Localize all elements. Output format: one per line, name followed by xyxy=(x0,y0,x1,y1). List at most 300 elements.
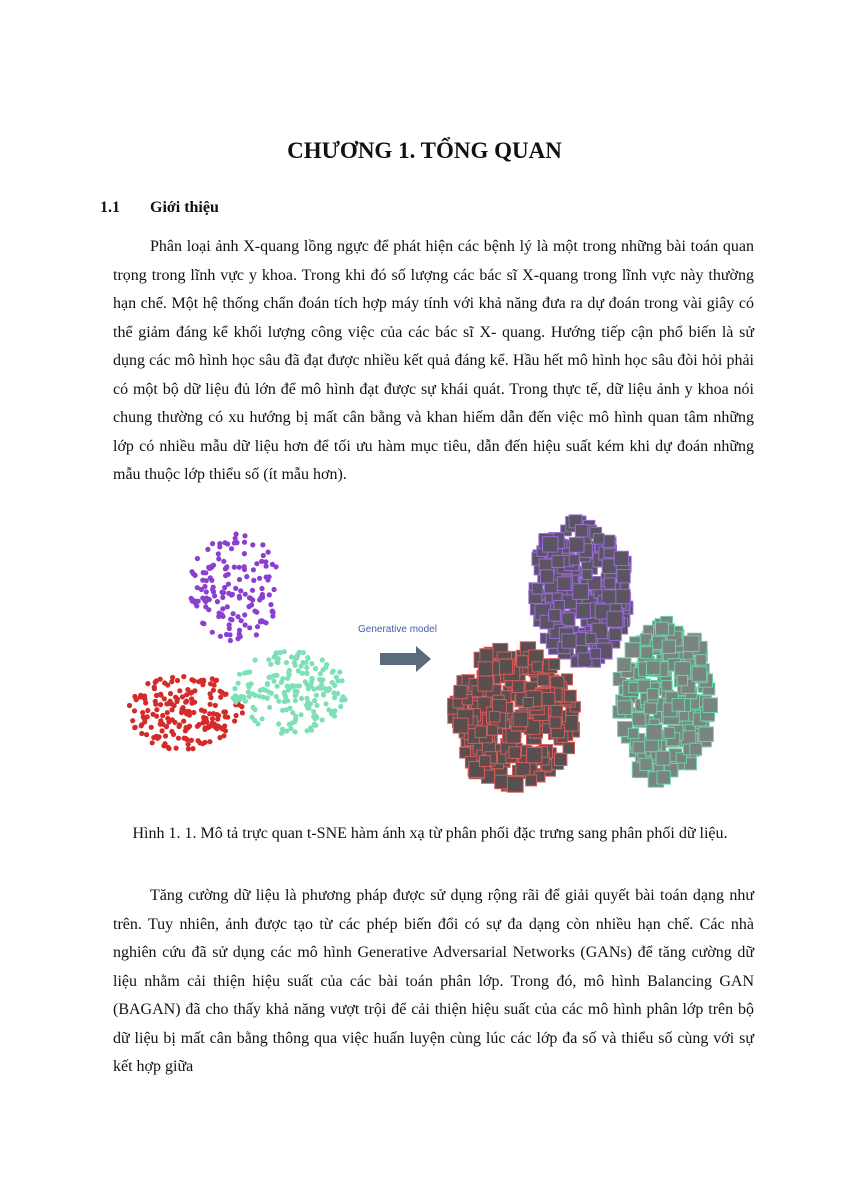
scatter-point xyxy=(293,698,298,703)
scatter-point xyxy=(258,688,263,693)
scatter-point xyxy=(260,716,265,721)
generated-image-tile xyxy=(542,692,555,705)
scatter-point xyxy=(205,547,210,552)
generated-image-tile xyxy=(549,659,560,670)
scatter-point xyxy=(237,577,242,582)
scatter-point xyxy=(217,735,222,740)
generated-image-tile xyxy=(509,747,521,759)
scatter-point xyxy=(332,695,337,700)
generated-image-tile xyxy=(480,649,493,662)
generated-image-tile xyxy=(699,727,714,742)
scatter-point xyxy=(207,597,212,602)
generated-image-tile xyxy=(541,570,554,583)
scatter-point xyxy=(163,733,168,738)
scatter-point xyxy=(162,696,167,701)
scatter-point xyxy=(158,677,163,682)
scatter-point xyxy=(132,725,137,730)
scatter-point xyxy=(222,585,227,590)
generated-image-tile xyxy=(683,636,699,652)
scatter-point xyxy=(195,724,200,729)
scatter-point xyxy=(237,565,242,570)
scatter-point xyxy=(145,708,150,713)
scatter-point xyxy=(154,707,159,712)
scatter-point xyxy=(267,592,272,597)
scatter-point xyxy=(312,698,317,703)
scatter-point xyxy=(175,696,180,701)
scatter-point xyxy=(158,721,163,726)
scatter-point xyxy=(239,694,244,699)
generated-image-tile xyxy=(527,747,542,762)
scatter-point xyxy=(232,686,237,691)
scatter-point xyxy=(258,619,263,624)
scatter-point xyxy=(176,736,181,741)
section-number: 1.1 xyxy=(100,199,120,216)
scatter-point xyxy=(235,614,240,619)
scatter-point xyxy=(284,660,289,665)
scatter-point xyxy=(216,551,221,556)
generated-image-tile xyxy=(475,726,486,737)
scatter-point xyxy=(180,694,185,699)
scatter-point xyxy=(233,693,238,698)
scatter-point xyxy=(189,677,194,682)
generated-image-tile xyxy=(517,656,528,667)
scatter-point xyxy=(176,724,181,729)
generated-image-tile xyxy=(582,570,592,580)
scatter-point xyxy=(327,687,332,692)
scatter-point xyxy=(186,746,191,751)
scatter-point xyxy=(218,634,223,639)
generated-image-tile xyxy=(523,698,533,708)
generated-image-tile xyxy=(532,662,542,672)
scatter-point xyxy=(153,680,158,685)
scatter-point xyxy=(284,707,289,712)
scatter-point xyxy=(234,532,239,537)
scatter-point xyxy=(293,663,298,668)
scatter-point xyxy=(213,678,218,683)
scatter-point xyxy=(265,681,270,686)
scatter-point xyxy=(189,596,194,601)
scatter-point xyxy=(233,586,238,591)
scatter-point xyxy=(216,713,221,718)
scatter-point xyxy=(216,556,221,561)
scatter-point xyxy=(247,595,252,600)
scatter-point xyxy=(201,621,206,626)
scatter-point xyxy=(145,681,150,686)
generated-image-tile xyxy=(664,727,675,738)
scatter-point xyxy=(269,691,274,696)
scatter-point xyxy=(250,542,255,547)
scatter-point xyxy=(299,696,304,701)
scatter-point xyxy=(142,695,147,700)
scatter-point xyxy=(245,670,250,675)
generated-image-tile xyxy=(692,667,707,682)
generated-image-tile xyxy=(569,555,579,565)
scatter-point xyxy=(139,723,144,728)
scatter-point xyxy=(160,728,165,733)
generated-image-tile xyxy=(672,699,685,712)
scatter-point xyxy=(293,729,298,734)
scatter-point xyxy=(185,687,190,692)
scatter-point xyxy=(314,693,319,698)
generated-image-tile xyxy=(507,776,523,792)
generated-image-tile xyxy=(617,658,631,672)
scatter-point xyxy=(242,533,247,538)
scatter-point xyxy=(132,708,137,713)
scatter-point xyxy=(127,703,132,708)
scatter-point xyxy=(268,602,273,607)
scatter-point xyxy=(242,612,247,617)
scatter-point xyxy=(177,688,182,693)
generated-image-tile xyxy=(607,611,623,627)
scatter-point xyxy=(274,694,279,699)
scatter-point xyxy=(255,624,260,629)
generated-image-tile xyxy=(489,712,500,723)
scatter-point xyxy=(246,694,251,699)
scatter-point xyxy=(311,709,316,714)
generated-image-tile xyxy=(562,634,576,648)
scatter-point xyxy=(143,700,148,705)
scatter-point xyxy=(149,725,154,730)
scatter-point xyxy=(150,740,155,745)
scatter-point xyxy=(210,587,215,592)
scatter-point xyxy=(144,732,149,737)
generated-image-tile xyxy=(543,537,558,552)
scatter-point xyxy=(211,688,216,693)
scatter-point xyxy=(165,710,170,715)
generated-image-tile xyxy=(609,628,621,640)
scatter-point xyxy=(161,743,166,748)
scatter-point xyxy=(280,727,285,732)
scatter-point xyxy=(240,710,245,715)
scatter-point xyxy=(293,693,298,698)
scatter-point xyxy=(253,658,258,663)
scatter-point xyxy=(304,665,309,670)
scatter-point xyxy=(232,565,237,570)
scatter-point xyxy=(282,699,287,704)
scatter-point xyxy=(199,708,204,713)
scatter-point xyxy=(242,564,247,569)
scatter-point xyxy=(242,540,247,545)
scatter-point xyxy=(225,715,230,720)
scatter-point xyxy=(201,720,206,725)
generated-image-tile xyxy=(564,690,576,702)
scatter-point xyxy=(305,671,310,676)
generated-image-tile xyxy=(576,525,588,537)
generated-image-tile xyxy=(641,647,653,659)
scatter-point xyxy=(261,695,266,700)
scatter-point xyxy=(274,650,279,655)
scatter-point xyxy=(251,567,256,572)
scatter-point xyxy=(223,692,228,697)
scatter-point xyxy=(158,692,163,697)
generated-image-tile xyxy=(629,683,639,693)
scatter-point xyxy=(275,684,280,689)
scatter-point xyxy=(193,600,198,605)
scatter-point xyxy=(168,699,173,704)
scatter-point xyxy=(217,541,222,546)
scatter-point xyxy=(252,707,257,712)
scatter-point xyxy=(309,676,314,681)
scatter-point xyxy=(267,705,272,710)
generated-image-tile xyxy=(453,718,468,733)
arrow-label: Generative model xyxy=(358,624,437,635)
generated-image-tile xyxy=(646,725,662,741)
generated-image-tile xyxy=(526,775,537,786)
scatter-point xyxy=(221,709,226,714)
scatter-point xyxy=(201,570,206,575)
chapter-title: CHƯƠNG 1. TỔNG QUAN xyxy=(287,138,562,163)
scatter-point xyxy=(141,714,146,719)
scatter-point xyxy=(139,731,144,736)
scatter-point xyxy=(210,541,215,546)
scatter-point xyxy=(279,680,284,685)
generated-image-tile xyxy=(656,751,670,765)
scatter-point xyxy=(232,540,237,545)
scatter-point xyxy=(299,712,304,717)
scatter-point xyxy=(169,729,174,734)
scatter-point xyxy=(266,550,271,555)
generated-image-tile xyxy=(586,633,596,643)
scatter-point xyxy=(234,713,239,718)
scatter-point xyxy=(226,591,231,596)
scatter-point xyxy=(203,740,208,745)
generated-image-tile xyxy=(487,725,497,735)
scatter-point xyxy=(238,588,243,593)
generated-image-tile xyxy=(594,534,605,545)
scatter-point xyxy=(164,724,169,729)
scatter-point xyxy=(309,661,314,666)
scatter-point xyxy=(174,746,179,751)
generated-image-tile xyxy=(690,743,702,755)
scatter-point xyxy=(227,632,232,637)
generated-image-tile xyxy=(552,555,564,567)
scatter-point xyxy=(189,696,194,701)
scatter-point xyxy=(237,628,242,633)
generated-image-clusters xyxy=(448,515,718,792)
scatter-point xyxy=(252,609,257,614)
scatter-point xyxy=(195,556,200,561)
scatter-point xyxy=(243,699,248,704)
generated-image-tile xyxy=(557,577,571,591)
scatter-point xyxy=(220,606,225,611)
scatter-point xyxy=(237,594,242,599)
feature-distribution-scatter xyxy=(127,532,348,752)
scatter-point xyxy=(210,630,215,635)
generated-image-tile xyxy=(532,583,543,594)
scatter-point xyxy=(209,578,214,583)
scatter-point xyxy=(219,612,224,617)
scatter-point xyxy=(187,724,192,729)
scatter-point xyxy=(246,684,251,689)
scatter-point xyxy=(172,720,177,725)
generated-image-tile xyxy=(657,771,670,784)
scatter-point xyxy=(210,716,215,721)
generated-image-tile xyxy=(516,762,530,776)
scatter-point xyxy=(286,684,291,689)
scatter-point xyxy=(211,563,216,568)
scatter-point xyxy=(301,660,306,665)
scatter-point xyxy=(203,725,208,730)
scatter-point xyxy=(264,564,269,569)
scatter-point xyxy=(215,599,220,604)
scatter-point xyxy=(218,689,223,694)
generated-image-tile xyxy=(633,742,645,754)
scatter-point xyxy=(239,704,244,709)
scatter-point xyxy=(321,692,326,697)
scatter-point xyxy=(272,587,277,592)
scatter-point xyxy=(206,607,211,612)
scatter-point xyxy=(320,717,325,722)
scatter-point xyxy=(180,708,185,713)
generated-image-tile xyxy=(538,674,549,685)
scatter-point xyxy=(189,569,194,574)
scatter-point xyxy=(266,657,271,662)
generated-image-tile xyxy=(617,570,630,583)
scatter-point xyxy=(160,713,165,718)
scatter-point xyxy=(183,736,188,741)
scatter-point xyxy=(236,681,241,686)
scatter-point xyxy=(223,573,228,578)
generated-image-tile xyxy=(576,603,591,618)
scatter-point xyxy=(196,738,201,743)
generative-arrow-icon xyxy=(380,646,431,672)
scatter-point xyxy=(252,693,257,698)
section-heading xyxy=(100,199,219,217)
scatter-point xyxy=(330,670,335,675)
scatter-point xyxy=(271,679,276,684)
scatter-point xyxy=(227,626,232,631)
scatter-point xyxy=(318,671,323,676)
scatter-point xyxy=(200,596,205,601)
scatter-point xyxy=(202,584,207,589)
scatter-point xyxy=(303,679,308,684)
scatter-point xyxy=(274,659,279,664)
scatter-point xyxy=(270,562,275,567)
scatter-point xyxy=(304,703,309,708)
scatter-point xyxy=(200,578,205,583)
scatter-point xyxy=(332,714,337,719)
scatter-point xyxy=(168,691,173,696)
scatter-point xyxy=(250,588,255,593)
generated-image-tile xyxy=(478,676,493,691)
scatter-point xyxy=(237,672,242,677)
generated-image-tile xyxy=(616,589,630,603)
scatter-point xyxy=(270,609,275,614)
scatter-point xyxy=(254,561,259,566)
scatter-point xyxy=(243,592,248,597)
scatter-point xyxy=(306,656,311,661)
scatter-point xyxy=(225,541,230,546)
scatter-point xyxy=(267,574,272,579)
scatter-point xyxy=(313,666,318,671)
generated-image-tile xyxy=(478,662,492,676)
scatter-point xyxy=(292,719,297,724)
scatter-point xyxy=(257,576,262,581)
generated-image-tile xyxy=(480,756,491,767)
scatter-point xyxy=(225,604,230,609)
scatter-point xyxy=(244,574,249,579)
scatter-point xyxy=(233,536,238,541)
scatter-point xyxy=(207,711,212,716)
scatter-point xyxy=(208,702,213,707)
scatter-point xyxy=(254,632,259,637)
scatter-point xyxy=(166,746,171,751)
scatter-point xyxy=(246,689,251,694)
generated-image-tile xyxy=(703,698,718,713)
generated-image-tile xyxy=(604,578,615,589)
scatter-point xyxy=(154,714,159,719)
scatter-point xyxy=(323,701,328,706)
scatter-point xyxy=(276,699,281,704)
generated-image-tile xyxy=(656,622,669,635)
scatter-point xyxy=(140,710,145,715)
scatter-point xyxy=(220,595,225,600)
scatter-point xyxy=(304,728,309,733)
generated-image-tile xyxy=(549,609,561,621)
scatter-point xyxy=(332,683,337,688)
section-title: Giới thiệu xyxy=(150,199,219,216)
scatter-point xyxy=(190,746,195,751)
generated-image-tile xyxy=(625,643,640,658)
scatter-point xyxy=(228,638,233,643)
generated-image-tile xyxy=(677,675,688,686)
scatter-point xyxy=(304,696,309,701)
scatter-point xyxy=(243,622,248,627)
generated-image-tile xyxy=(618,701,632,715)
generated-image-tile xyxy=(495,775,509,789)
tsne-figure xyxy=(120,512,730,807)
generated-image-tile xyxy=(628,728,638,738)
generated-image-tile xyxy=(590,648,600,658)
scatter-point xyxy=(208,681,213,686)
generated-image-tile xyxy=(555,753,567,765)
scatter-point xyxy=(306,686,311,691)
generated-image-tile xyxy=(696,655,707,666)
scatter-point xyxy=(259,559,264,564)
scatter-point xyxy=(181,719,186,724)
scatter-point xyxy=(332,708,337,713)
scatter-point xyxy=(213,703,218,708)
scatter-point xyxy=(260,592,265,597)
scatter-point xyxy=(296,668,301,673)
scatter-point xyxy=(335,691,340,696)
scatter-point xyxy=(187,709,192,714)
scatter-point xyxy=(175,678,180,683)
scatter-point xyxy=(313,723,318,728)
figure-caption: Hình 1. 1. Mô tả trực quan t-SNE hàm ánh xạ từ phân phối đặc trưng sang phân phối dữ liệu. xyxy=(132,825,728,842)
scatter-point xyxy=(319,682,324,687)
generated-image-tile xyxy=(573,584,589,600)
scatter-point xyxy=(320,657,325,662)
scatter-point xyxy=(268,662,273,667)
intro-paragraph: Phân loại ảnh X-quang lồng ngực để phát hiện các bệnh lý là một trong những bài toán quan trọng trong lĩnh vực y khoa. Trong khi đó số lượng các bác sĩ X-quang trong lĩnh vực này thường hạn chế. Một hệ thống chẩn đoán tích hợp máy tính với khả năng đưa ra dự đoán trong vài giây có thể giảm đáng kể khối lượng công việc của các bác sĩ X- quang. Hướng tiếp cận phổ biến là sử dụng các mô hình học sâu đã đạt được nhiều kết quả đáng kể. Hầu hết mô hình học sâu đòi hỏi phải có một bộ dữ liệu đủ lớn để mô hình đạt được sự khái quát. Trong thực tế, dữ liệu ảnh y khoa nói chung thường có xu hướng bị mất cân bằng và khan hiếm dẫn đến việc mô hình quan tâm những lớp có nhiều mẫu dữ liệu hơn để tối ưu hàm mục tiêu, dẫn đến hiệu suất kém khi dự đoán những mẫu thuộc lớp thiểu số (ít mẫu hơn). xyxy=(113,238,754,483)
scatter-point xyxy=(242,551,247,556)
scatter-point xyxy=(207,739,212,744)
scatter-point xyxy=(221,559,226,564)
scatter-point xyxy=(314,703,319,708)
scatter-point xyxy=(165,682,170,687)
generated-image-tile xyxy=(513,712,528,727)
scatter-point xyxy=(223,728,228,733)
scatter-point xyxy=(259,586,264,591)
scatter-point xyxy=(323,665,328,670)
scatter-point xyxy=(293,655,298,660)
scatter-point xyxy=(130,718,135,723)
scatter-point xyxy=(154,734,159,739)
scatter-point xyxy=(189,738,194,743)
generated-image-tile xyxy=(632,713,645,726)
scatter-point xyxy=(271,673,276,678)
